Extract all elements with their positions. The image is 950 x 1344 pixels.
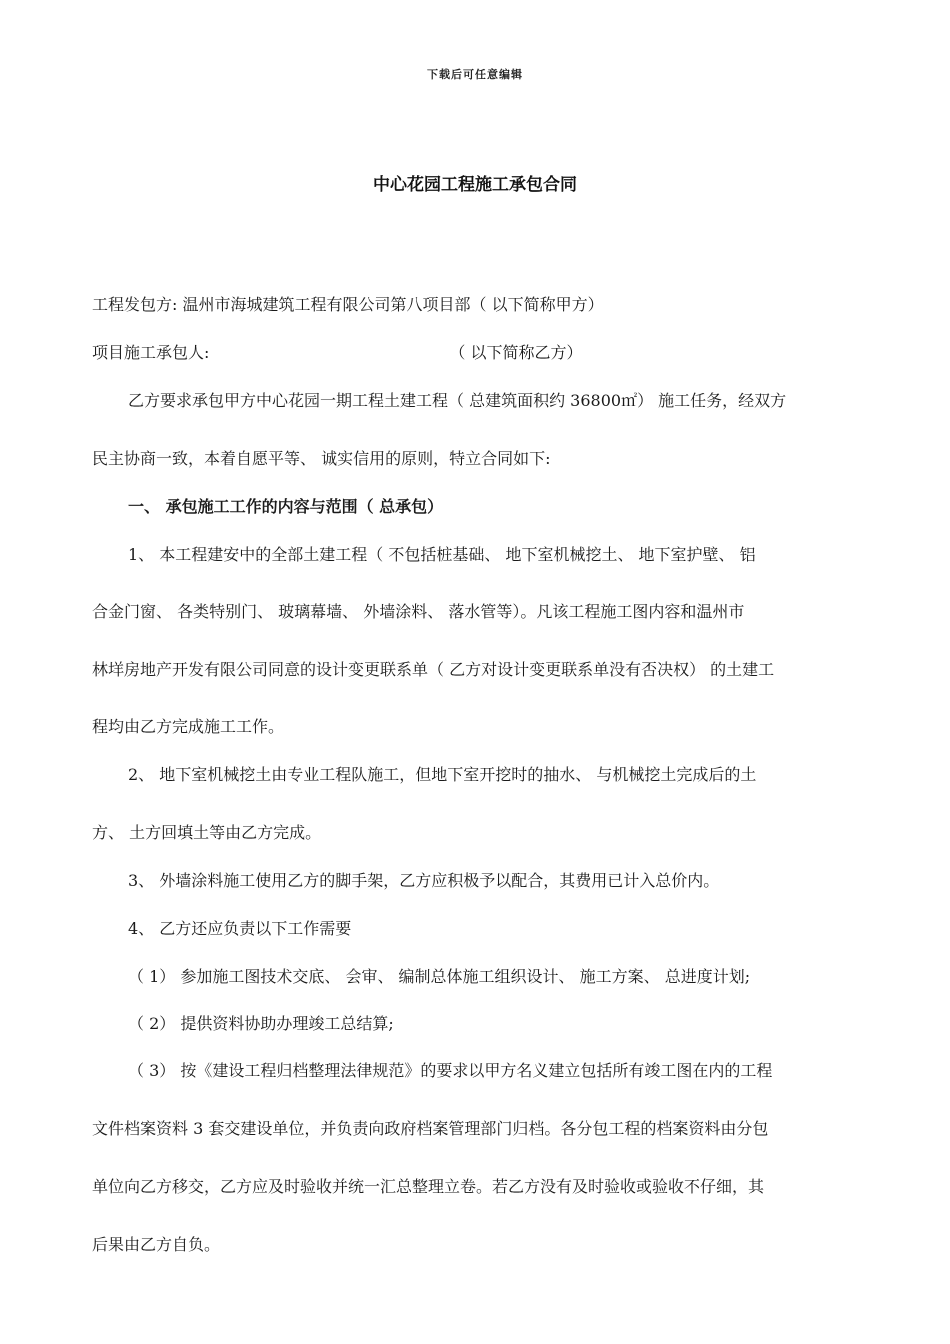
intro-line-2: 民主协商一致，本着自愿平等、 诚实信用的原则，特立合同如下: bbox=[92, 449, 551, 468]
sub-item-3-line-1: （ 3） 按《建设工程归档整理法律规范》的要求以甲方名义建立包括所有竣工图在内的工程 bbox=[128, 1061, 773, 1080]
item-1-line-4: 程均由乙方完成施工工作。 bbox=[92, 717, 285, 736]
item-2-line-2: 方、 土方回填土等由乙方完成。 bbox=[92, 823, 322, 842]
sub-item-3-line-3: 单位向乙方移交，乙方应及时验收并统一汇总整理立卷。若乙方没有及时验收或验收不仔细，其 bbox=[92, 1177, 765, 1196]
contract-title: 中心花园工程施工承包合同 bbox=[373, 175, 577, 195]
sub-item-1-line-1: （ 1） 参加施工图技术交底、 会审、 编制总体施工组织设计、 施工方案、 总进度计划; bbox=[128, 967, 751, 986]
item-2-line-1: 2、 地下室机械挖土由专业工程队施工，但地下室开挖时的抽水、 与机械挖土完成后的土 bbox=[128, 765, 757, 784]
intro-line-1: 乙方要求承包甲方中心花园一期工程土建工程（ 总建筑面积约 36800㎡） 施工任务，经双方 bbox=[128, 391, 787, 410]
party-b-label: 项目施工承包人: bbox=[92, 343, 210, 362]
item-4-line-1: 4、 乙方还应负责以下工作需要 bbox=[128, 919, 352, 938]
section-1-heading: 一、 承包施工工作的内容与范围（ 总承包） bbox=[128, 497, 444, 516]
sub-item-3-line-4: 后果由乙方自负。 bbox=[92, 1235, 221, 1254]
sub-item-3-line-2: 文件档案资料 3 套交建设单位，并负责向政府档案管理部门归档。各分包工程的档案资料由分包 bbox=[92, 1119, 769, 1138]
party-a-value: 温州市海城建筑工程有限公司第八项目部（ 以下简称甲方） bbox=[177, 295, 604, 314]
sub-item-2-line-1: （ 2） 提供资料协助办理竣工总结算; bbox=[128, 1014, 394, 1033]
party-a-label: 工程发包方: bbox=[92, 295, 178, 314]
item-1-line-2: 合金门窗、 各类特别门、 玻璃幕墙、 外墙涂料、 落水管等）。凡该工程施工图内容和温州市 bbox=[92, 602, 745, 621]
item-1-line-3: 林垟房地产开发有限公司同意的设计变更联系单（ 乙方对设计变更联系单没有否决权） 的土建工 bbox=[92, 660, 775, 679]
party-b-value: （ 以下简称乙方） bbox=[449, 343, 583, 362]
party-a-line bbox=[92, 295, 852, 315]
party-b-line bbox=[92, 343, 852, 363]
item-1-line-1: 1、 本工程建安中的全部土建工程（ 不包括桩基础、 地下室机械挖土、 地下室护壁、 铝 bbox=[128, 545, 756, 564]
download-note: 下载后可任意编辑 bbox=[427, 68, 523, 81]
item-3-line-1: 3、 外墙涂料施工使用乙方的脚手架，乙方应积极予以配合，其费用已计入总价内。 bbox=[128, 871, 720, 890]
